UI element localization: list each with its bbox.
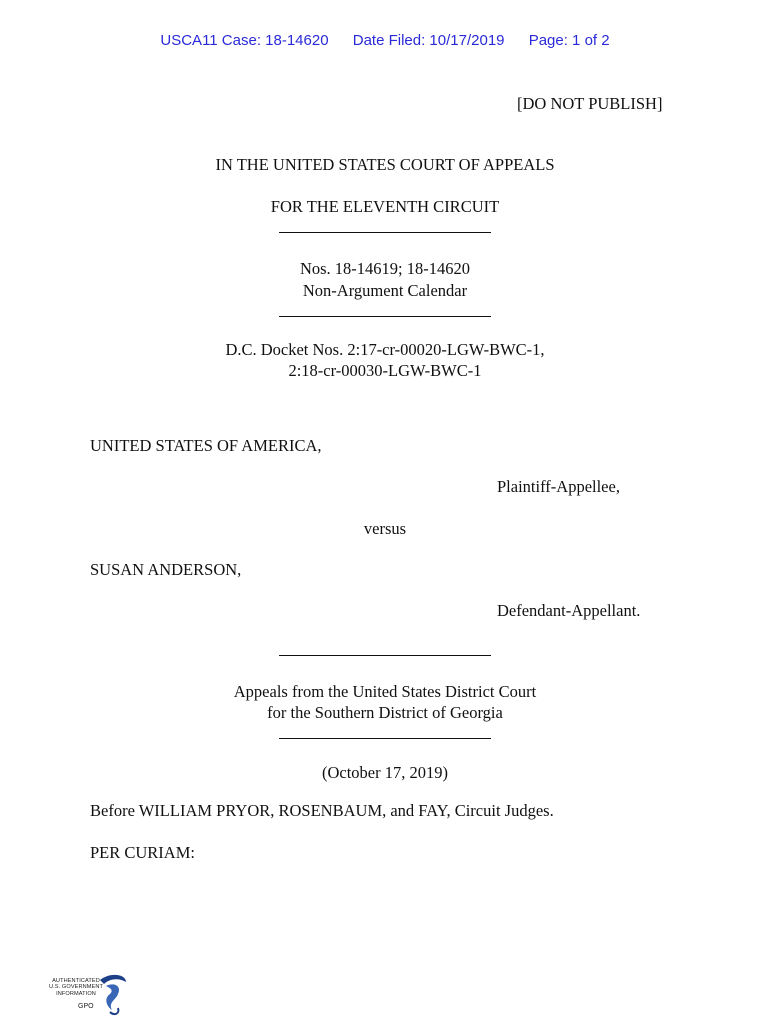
seal-text: AUTHENTICATED U.S. GOVERNMENT INFORMATION bbox=[48, 978, 104, 997]
gpo-authentication-seal bbox=[44, 972, 134, 1018]
docket-line-1: D.C. Docket Nos. 2:17-cr-00020-LGW-BWC-1, bbox=[225, 340, 545, 359]
appeal-line-2: for the Southern District of Georgia bbox=[267, 703, 503, 722]
defendant-role: Defendant-Appellant. bbox=[497, 601, 641, 620]
divider-rule bbox=[279, 232, 491, 233]
publish-status: [DO NOT PUBLISH] bbox=[517, 94, 663, 113]
date-filed-label: Date Filed: 10/17/2019 bbox=[352, 32, 505, 49]
case-number-label: USCA11 Case: 18-14620 bbox=[160, 32, 329, 49]
court-name: IN THE UNITED STATES COURT OF APPEALS bbox=[215, 155, 555, 174]
divider-rule bbox=[279, 316, 491, 317]
panel-judges: Before WILLIAM PRYOR, ROSENBAUM, and FAY, Circuit Judges. bbox=[90, 801, 554, 820]
plaintiff-role: Plaintiff-Appellee, bbox=[497, 477, 620, 496]
eagle-icon bbox=[96, 972, 130, 1018]
per-curiam-label: PER CURIAM: bbox=[90, 843, 195, 862]
case-numbers: Nos. 18-14619; 18-14620 bbox=[299, 259, 471, 278]
circuit-name: FOR THE ELEVENTH CIRCUIT bbox=[270, 197, 500, 216]
calendar-type: Non-Argument Calendar bbox=[302, 281, 468, 300]
divider-rule bbox=[279, 655, 491, 656]
decision-date: (October 17, 2019) bbox=[321, 763, 448, 782]
filing-header bbox=[0, 32, 770, 49]
versus-label: versus bbox=[363, 519, 407, 538]
seal-gpo-text: GPO bbox=[78, 1003, 94, 1010]
docket-line-2: 2:18-cr-00030-LGW-BWC-1 bbox=[288, 361, 482, 380]
page-number-label: Page: 1 of 2 bbox=[528, 32, 610, 49]
appeal-line-1: Appeals from the United States District Court bbox=[233, 682, 537, 701]
defendant-name: SUSAN ANDERSON, bbox=[90, 560, 242, 579]
divider-rule bbox=[279, 738, 491, 739]
plaintiff-name: UNITED STATES OF AMERICA, bbox=[90, 436, 322, 455]
